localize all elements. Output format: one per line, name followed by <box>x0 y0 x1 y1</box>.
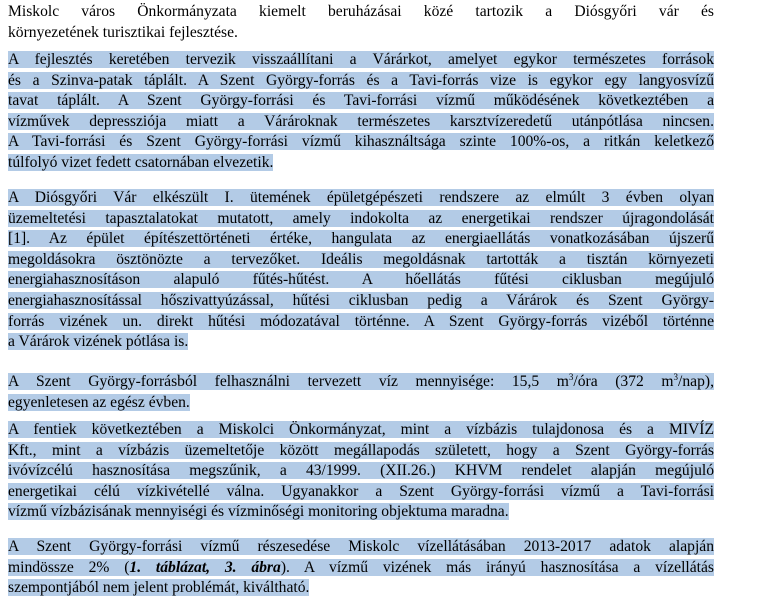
paragraph-intro <box>8 2 714 43</box>
text-line[interactable]: energiahasznosítással hőszivattyúzással, hűtési ciklusban pedig a Várárok és Szent György- <box>8 291 714 309</box>
text-line[interactable]: A Szent György-forrási vízmű részesedése Miskolc vízellátásában 2013-2017 adatok alapján <box>8 538 714 555</box>
text-line[interactable]: vízművek depressziója miatt a Várároknak természetes karsztvízeredetű utánpótlása nincsen. <box>8 112 714 130</box>
text-line[interactable]: a Várárok vizének pótlása is. <box>8 333 189 351</box>
text-line[interactable]: túlfolyó vizet fedett csatornában elvezetik. <box>8 153 274 171</box>
text-line[interactable]: üzemeltetési tapasztalatokat mutatott, amely indokolta az energetikai rendszer újragondolását <box>8 209 714 227</box>
paragraph-varark[interactable] <box>8 50 714 174</box>
text-line: környezetének turisztikai fejlesztése. <box>8 23 238 41</box>
paragraph-viz-mennyiseg[interactable] <box>8 372 714 413</box>
text-line[interactable]: Kft., mint a vízbázis üzemeltetője között megállapodás született, hogy a Szent György-forrás <box>8 441 714 459</box>
superscript: 3 <box>568 371 574 382</box>
text-line[interactable]: [1]. Az épület építészettörténeti értéke, hangulata az energiaellátás vonatkozásában újszerű <box>8 230 714 248</box>
text-line[interactable]: A Szent György-forrásból felhasználni tervezett víz mennyisége: 15,5 $m^3$/óra (372 $m^3/nap$), <box>8 371 714 390</box>
text-line[interactable]: megoldásokra ösztönözte a tervezőket. Ideális megoldásnak tartották a tisztán környezeti <box>8 250 714 268</box>
text-line[interactable]: és a Szinva-patak táplált. A Szent György-forrás és a Tavi-forrás vize is egykor egy langyosvízű <box>8 71 714 89</box>
text-line[interactable]: A Tavi-forrási és Szent György-forrási vízmű kihasználtsága szinte 100%-os, a ritkán keletkező <box>8 133 714 151</box>
text-line[interactable]: mindössze 2% (1. táblázat, 3. ábra). A vízmű vizének más irányú hasznosítása a vízellátás <box>8 558 714 576</box>
text-line: Miskolc város Önkormányzata kiemelt beruházásai közé tartozik a Diósgyőri vár és <box>8 3 714 20</box>
text-line[interactable]: energetikai célú vízkivétellé válna. Ugyanakkor a Szent György-forrási vízmű a Tavi-forrási <box>8 482 714 500</box>
text-line[interactable]: egyenletesen az egész évben. <box>8 393 190 411</box>
paragraph-reszesedes[interactable] <box>8 537 714 599</box>
text-line[interactable]: A fejlesztés keretében tervezik visszaállítani a Várárkot, amelyet egykor természetes források <box>8 51 714 68</box>
text-line[interactable]: tavat táplált. A Szent György-forrási és Tavi-forrási vízmű működésének következtében a <box>8 92 714 110</box>
superscript: 3 <box>673 371 679 382</box>
text-line[interactable]: energiahasznosításon alapuló fűtés-hűtést. A hőellátás fűtési ciklusban megújuló <box>8 271 714 289</box>
text-line[interactable]: ivóvízcélú hasznosítása megszűnik, a 43/1999. (XII.26.) KHVM rendelet alapján megújuló <box>8 462 714 480</box>
text-line[interactable]: forrás vizének un. direkt hűtési módozatával történne. A Szent György-forrás vizéből történne <box>8 312 714 330</box>
text-line[interactable]: vízmű vízbázisának mennyiségi és vízminőségi monitoring objektuma maradna. <box>8 503 509 521</box>
text-line[interactable]: A fentiek következtében a Miskolci Önkormányzat, mint a vízbázis tulajdonosa és a MIVÍZ <box>8 421 714 438</box>
paragraph-megallapodas[interactable] <box>8 420 714 523</box>
text-line[interactable]: A Diósgyőri Vár elkészült I. ütemének épületgépészeti rendszere az elmúlt 3 évben olyan <box>8 189 714 206</box>
paragraph-energetika[interactable] <box>8 188 714 353</box>
text-line[interactable]: szempontjából nem jelent problémát, kiváltható. <box>8 579 310 597</box>
table-figure-reference: 1. táblázat, 3. ábra <box>129 558 281 576</box>
